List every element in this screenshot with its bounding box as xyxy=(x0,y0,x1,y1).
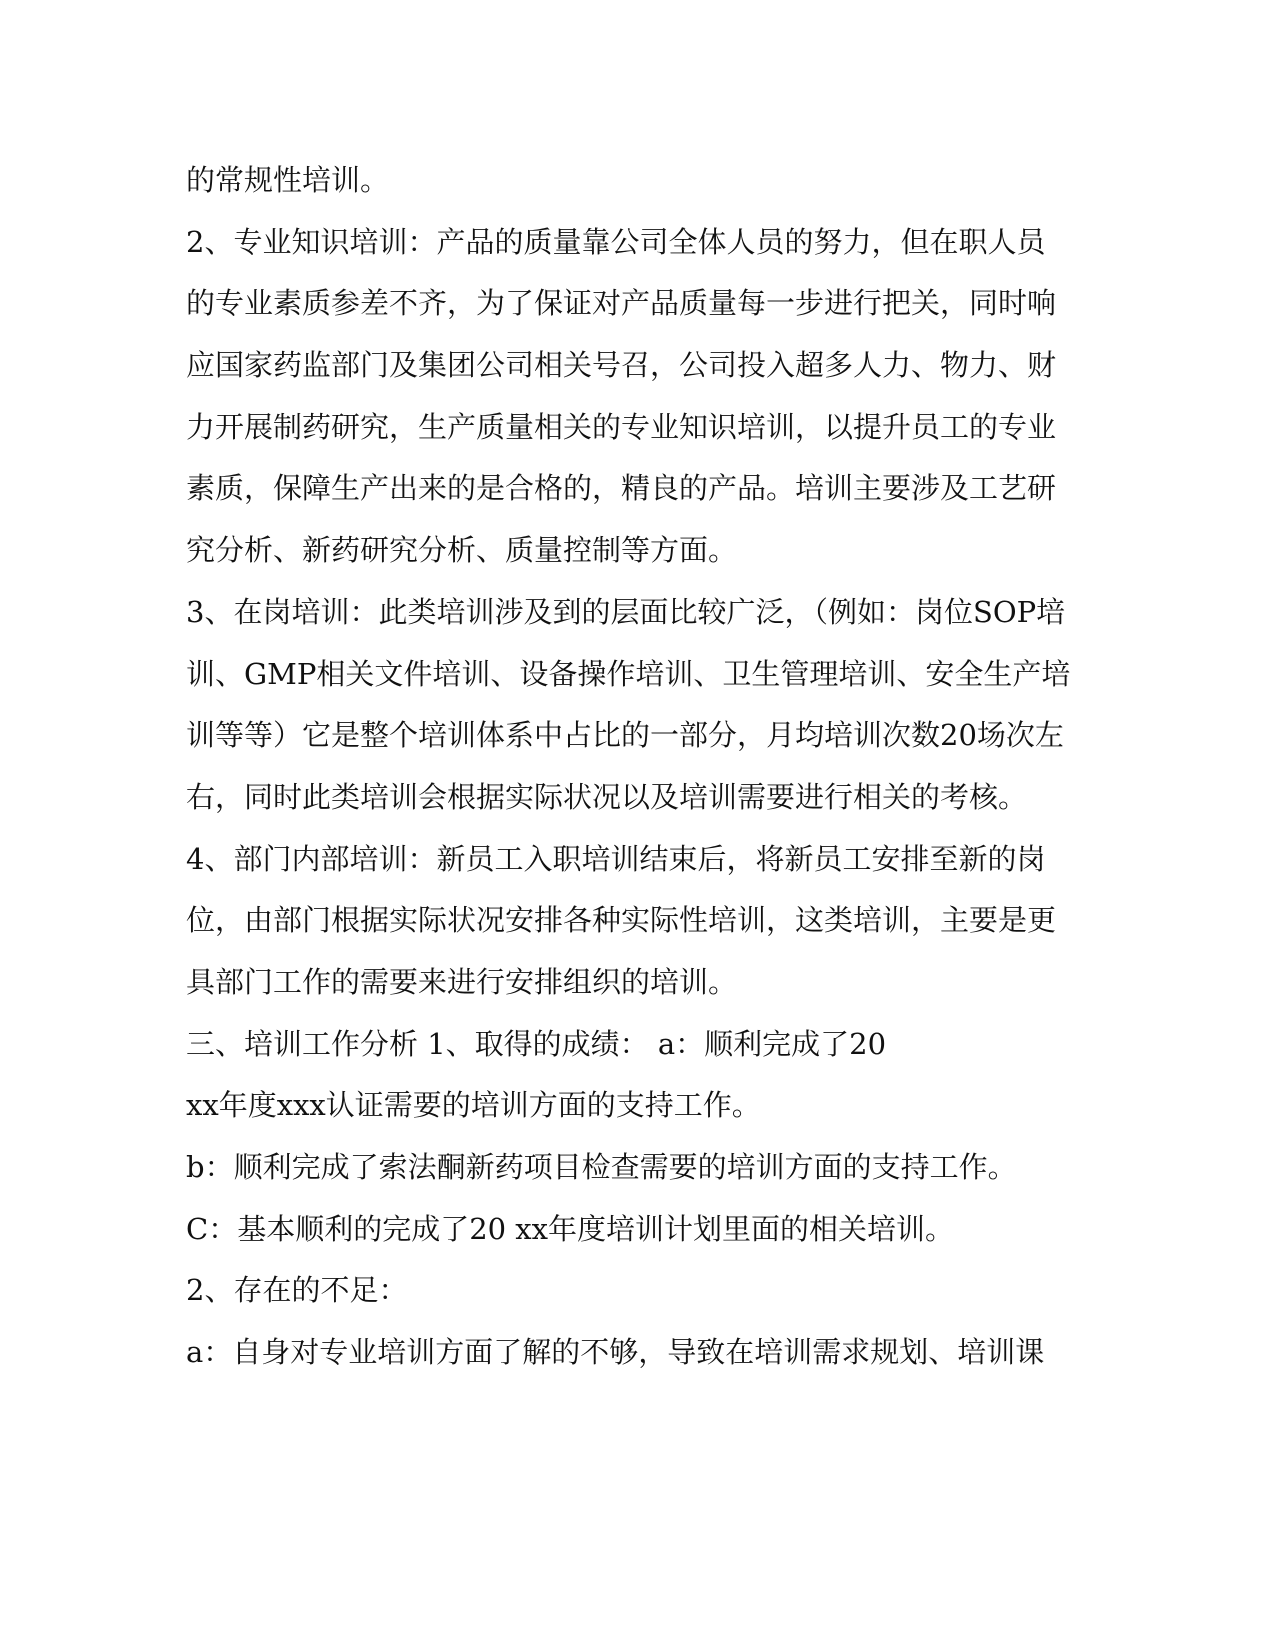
text-line: 训等等）它是整个培训体系中占比的一部分，月均培训次数20场次左 xyxy=(186,718,1064,753)
text-line: 右，同时此类培训会根据实际状况以及培训需要进行相关的考核。 xyxy=(186,779,1028,814)
text-line: 的专业素质参差不齐，为了保证对产品质量每一步进行把关，同时响 xyxy=(186,286,1057,321)
text-line: 究分析、新药研究分析、质量控制等方面。 xyxy=(186,533,738,568)
text-line: 2、专业知识培训：产品的质量靠公司全体人员的努力，但在职人员 xyxy=(186,224,1046,259)
text-line: 4、部门内部培训：新员工入职培训结束后，将新员工安排至新的岗 xyxy=(186,841,1046,876)
text-line: 位，由部门根据实际状况安排各种实际性培训，这类培训，主要是更 xyxy=(186,903,1057,938)
text-line: 具部门工作的需要来进行安排组织的培训。 xyxy=(186,964,738,999)
text-line: 的常规性培训。 xyxy=(186,163,390,197)
text-line: 3、在岗培训：此类培训涉及到的层面比较广泛，（例如：岗位SOP培 xyxy=(186,594,1066,629)
body-text xyxy=(186,150,1071,1384)
text-line: 素质，保障生产出来的是合格的，精良的产品。培训主要涉及工艺研 xyxy=(186,471,1057,506)
text-line: b：顺利完成了索法酮新药项目检查需要的培训方面的支持工作。 xyxy=(186,1150,1017,1184)
text-line: 三、培训工作分析 1、取得的成绩： a：顺利完成了20 xyxy=(186,1026,887,1061)
text-line: 2、存在的不足： xyxy=(186,1273,408,1308)
text-line: 训、GMP相关文件培训、设备操作培训、卫生管理培训、安全生产培 xyxy=(186,656,1071,691)
text-line: xx年度xxx认证需要的培训方面的支持工作。 xyxy=(186,1088,761,1123)
text-line: 力开展制药研究，生产质量相关的专业知识培训，以提升员工的专业 xyxy=(186,409,1057,444)
text-line: a：自身对专业培训方面了解的不够，导致在培训需求规划、培训课 xyxy=(186,1335,1045,1370)
text-line: C：基本顺利的完成了20 xx年度培训计划里面的相关培训。 xyxy=(186,1211,955,1246)
text-line: 应国家药监部门及集团公司相关号召，公司投入超多人力、物力、财 xyxy=(186,348,1057,383)
